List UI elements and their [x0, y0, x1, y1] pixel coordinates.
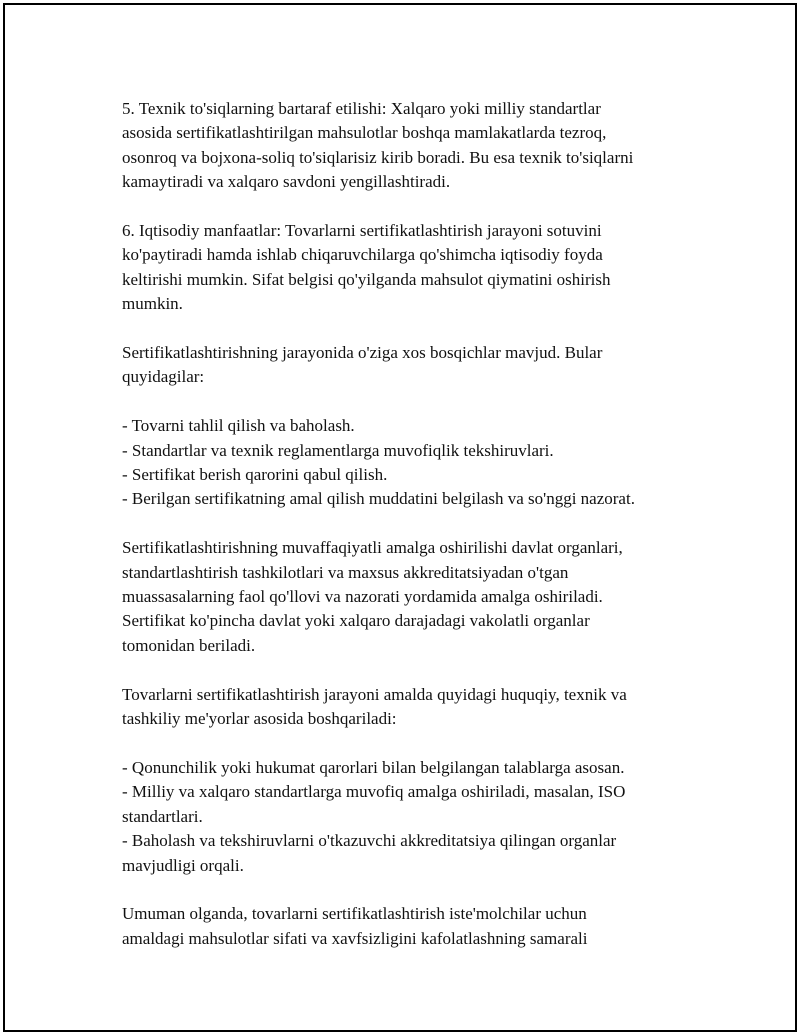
page-frame: [3, 3, 797, 1032]
text-line: standartlashtirish tashkilotlari va maxsus akkreditatsiyadan o'tgan: [122, 562, 569, 582]
paragraph-stages-intro: [122, 341, 702, 390]
norms-list: [122, 756, 702, 878]
text-line: osonroq va bojxona-soliq to'siqlarisiz kirib boradi. Bu esa texnik to'siqlarni: [122, 147, 634, 167]
text-line: quyidagilar:: [122, 367, 205, 387]
text-line: tomonidan beriladi.: [122, 635, 256, 655]
paragraph-norms-intro: [122, 683, 702, 732]
list-item: - Sertifikat berish qarorini qabul qilish.: [122, 465, 388, 485]
list-item: - Standartlar va texnik reglamentlarga muvofiqlik tekshiruvlari.: [122, 440, 554, 460]
document-body: [122, 97, 702, 951]
text-line: Sertifikatlashtirishning muvaffaqiyatli amalga oshirilishi davlat organlari,: [122, 538, 623, 558]
paragraph-conclusion: [122, 902, 702, 951]
text-line: tashkiliy me'yorlar asosida boshqariladi:: [122, 709, 397, 729]
text-line: 5. Texnik to'siqlarning bartaraf etilishi: Xalqaro yoki milliy standartlar: [122, 99, 601, 118]
list-item: - Berilgan sertifikatning amal qilish muddatini belgilash va so'nggi nazorat.: [122, 489, 635, 509]
text-line: Sertifikat ko'pincha davlat yoki xalqaro darajadagi vakolatli organlar: [122, 611, 590, 631]
text-line: Umuman olganda, tovarlarni sertifikatlashtirish iste'molchilar uchun: [122, 904, 587, 924]
text-line: asosida sertifikatlashtirilgan mahsulotlar boshqa mamlakatlarda tezroq,: [122, 123, 607, 143]
list-item: - Baholash va tekshiruvlarni o'tkazuvchi akkreditatsiya qilingan organlar: [122, 831, 617, 851]
stages-list: [122, 414, 702, 512]
text-line: keltirishi mumkin. Sifat belgisi qo'yilganda mahsulot qiymatini oshirish: [122, 269, 611, 289]
list-item: - Tovarni tahlil qilish va baholash.: [122, 416, 355, 436]
list-item: - Qonunchilik yoki hukumat qarorlari bilan belgilangan talablarga asosan.: [122, 757, 625, 777]
list-item: standartlari.: [122, 806, 203, 826]
text-line: 6. Iqtisodiy manfaatlar: Tovarlarni sertifikatlashtirish jarayoni sotuvini: [122, 221, 602, 241]
paragraph-technical-barriers: [122, 97, 702, 195]
list-item: mavjudligi orqali.: [122, 855, 244, 875]
text-line: ko'paytiradi hamda ishlab chiqaruvchilarga qo'shimcha iqtisodiy foyda: [122, 245, 603, 265]
paragraph-successful-implementation: [122, 536, 702, 658]
text-line: Sertifikatlashtirishning jarayonida o'ziga xos bosqichlar mavjud. Bular: [122, 343, 603, 363]
paragraph-economic-benefits: [122, 219, 702, 317]
text-line: muassasalarning faol qo'llovi va nazorati yordamida amalga oshiriladi.: [122, 587, 603, 607]
text-line: Tovarlarni sertifikatlashtirish jarayoni amalda quyidagi huquqiy, texnik va: [122, 684, 627, 704]
list-item: - Milliy va xalqaro standartlarga muvofiq amalga oshiriladi, masalan, ISO: [122, 782, 626, 802]
text-line: kamaytiradi va xalqaro savdoni yengillashtiradi.: [122, 172, 451, 192]
text-line: mumkin.: [122, 294, 183, 314]
text-line: amaldagi mahsulotlar sifati va xavfsizligini kafolatlashning samarali: [122, 928, 588, 948]
